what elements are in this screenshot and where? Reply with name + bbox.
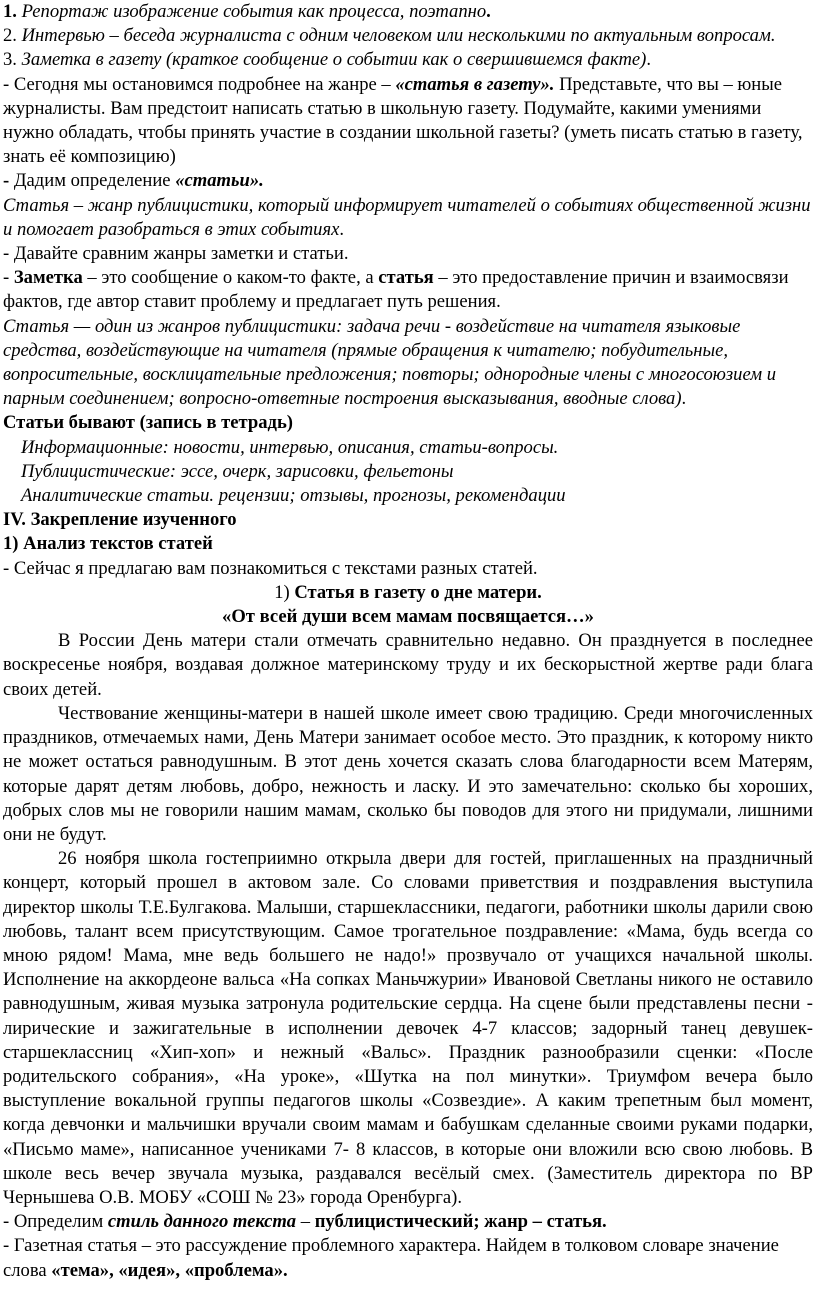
text-run: - bbox=[3, 267, 14, 289]
style-answer: публицистический; жанр – статья. bbox=[314, 1211, 607, 1233]
intro-item-3 bbox=[3, 48, 813, 72]
definition-italic: Статья – жанр публицистики, который информирует читателей о событиях общественной жизни и помогает разобраться в этих событиях bbox=[3, 194, 811, 240]
title-text: Статья в газету о дне матери. bbox=[294, 581, 542, 603]
types-heading bbox=[3, 411, 813, 435]
heading-text: 1) Анализ текстов статей bbox=[3, 533, 213, 555]
heading-text: Статьи бывают (запись в тетрадь) bbox=[3, 412, 293, 434]
title-number: 1) bbox=[274, 581, 295, 603]
terms-emphasis: «тема», «идея», «проблема». bbox=[51, 1259, 288, 1281]
text-run: - Газетная статья – это рассуждение проблемного характера. Найдем в толковом словаре значение слова bbox=[3, 1235, 779, 1281]
paragraph-today bbox=[3, 73, 813, 170]
item-end: . bbox=[646, 49, 651, 71]
item-text: Интервью – беседа журналиста с одним человеком или несколькими по актуальным вопросам. bbox=[21, 25, 776, 47]
item-text: Заметка в газету (краткое сообщение о событии как о свершившемся факте) bbox=[21, 49, 647, 71]
type-item-2 bbox=[3, 460, 813, 484]
item-end: . bbox=[486, 1, 491, 22]
style-emphasis: стиль данного текста bbox=[107, 1211, 297, 1233]
genre-emphasis: «статья в газету». bbox=[395, 73, 555, 95]
article-title bbox=[3, 581, 813, 605]
intro-texts: - Сейчас я предлагаю вам познакомиться с текстами разных статей. bbox=[3, 557, 538, 579]
text-run: - Сегодня мы остановимся подробнее на жанре – bbox=[3, 73, 396, 95]
type-text: Информационные: новости, интервью, описания, статьи-вопросы. bbox=[21, 436, 559, 458]
article-definition bbox=[3, 315, 813, 412]
type-text: Аналитические статьи. рецензии; отзывы, прогнозы, рекомендации bbox=[21, 485, 566, 507]
type-text: Публицистические: эссе, очерк, зарисовки, фельетоны bbox=[21, 460, 454, 482]
compare-line: - Давайте сравним жанры заметки и статьи. bbox=[3, 243, 349, 265]
type-item-1 bbox=[3, 436, 813, 460]
style-line bbox=[3, 1210, 813, 1234]
intro-item-2 bbox=[3, 24, 813, 48]
definition-text bbox=[3, 194, 813, 242]
text-run: Дадим определение bbox=[13, 170, 176, 192]
subtitle-text: «От всей души всем мамам посвящается…» bbox=[222, 606, 594, 628]
item-number: 2. bbox=[3, 25, 17, 47]
final-paragraph bbox=[3, 1234, 813, 1282]
text-run: – bbox=[296, 1211, 315, 1233]
article-paragraph-1: В России День матери стали отмечать сравнительно недавно. Он празднуется в последнее воскресенье ноября, воздавая должное материнскому труду и их бескорыстной жертве ради блага своих детей. bbox=[3, 630, 813, 700]
article-subtitle bbox=[3, 605, 813, 629]
section-heading bbox=[3, 508, 813, 532]
text-run: . bbox=[339, 218, 345, 240]
term-note: Заметка bbox=[13, 267, 83, 289]
item-number: 3. bbox=[3, 49, 17, 71]
term-emphasis: «статьи». bbox=[175, 170, 264, 192]
item-text: Репортаж изображение события как процесса, поэтапно bbox=[21, 1, 487, 22]
article-paragraph-3: 26 ноября школа гостеприимно открыла двери для гостей, приглашенных на праздничный концерт, который прошел в актовом зале. Со словами приветствия и поздравления выступила директор школы Т.Е.Булгакова. Малыши, старшеклассники, педагоги, работники школы дарили свою любовь, талант всем присутствующим. Самое трогательное поздравление: «Мама, будь всегда со мною рядом! Мама, мне ведь большего не надо!» прозвучало от учащихся начальной школы. Исполнение на аккордеоне вальса «На сопках Маньчжурии» Ивановой Светланы никого не оставило равнодушным, живая музыка затронула родительские сердца. На сцене были представлены песни - лирические и зажигательные в исполнении девочек 4-7 классов; задорный танец девушек-старшеклассниц «Хип-хоп» и нежный «Вальс». Праздник разнообразили сценки: «После родительского собрания», «На уроке», «Шутка на пол минутки». Триумфом вечера было выступление вокальной группы педагогов школы «Созвездие». А каким трепетным был момент, когда девчонки и мальчишки вручали своим мамам и бабушкам сделанные своими руками подарки, «Письмо маме», написанное учениками 7- 8 классов, в которые они вложили всю свою любовь. В школе весь вечер звучала музыка, раздавался весёлый смех. (Заместитель директора по ВР Чернышева О.В. МОБУ «СОШ № 23» города Оренбурга). bbox=[3, 848, 813, 1208]
definition-heading bbox=[3, 169, 813, 193]
subsection-heading bbox=[3, 532, 813, 556]
item-number: 1. bbox=[3, 1, 17, 22]
dash: - bbox=[3, 170, 14, 192]
term-article: статья bbox=[378, 267, 434, 289]
text-run: . bbox=[681, 388, 687, 410]
text-run: – это предоставление причин и взаимосвязи фактов, где автор ставит проблему и предлагает путь решения. bbox=[3, 267, 789, 313]
text-run: – это сообщение о каком-то факте, а bbox=[82, 267, 379, 289]
type-item-3 bbox=[3, 484, 813, 508]
definition-italic: Статья — один из жанров публицистики: задача речи - воздействие на читателя языковые средства, воздействующие на читателя (прямые обращения к читателю; побудительные, вопросительные, восклицательные предложения; повторы; однородные члены с многосоюзием и парным соединением; вопросно-ответные построения высказывания, вводные слова) bbox=[3, 315, 777, 410]
article-paragraph-2: Чествование женщины-матери в нашей школе имеет свою традицию. Среди многочисленных праздников, отмечаемых нами, День Матери занимает особое место. Это праздник, к которому никто не может остаться равнодушным. В этот день хочется сказать слова благодарности всем Матерям, которые дарят детям любовь, добро, нежность и ласку. И это замечательно: сколько бы хороших, добрых слов мы не говорили нашим мамам, сколько бы поводов для этого ни придумали, лишними они не будут. bbox=[3, 702, 813, 845]
note-vs-article bbox=[3, 266, 813, 314]
intro-item-1 bbox=[3, 0, 813, 24]
text-run: - Определим bbox=[3, 1211, 108, 1233]
heading-text: IV. Закрепление изученного bbox=[3, 509, 237, 531]
text-run: Представьте, что вы – юные журналисты. Вам предстоит написать статью в школьную газету. Подумайте, какими умениями нужно обладать, чтобы принять участие в создании школьной газеты? (уметь писать статью в газету, знать её композицию) bbox=[3, 73, 803, 168]
